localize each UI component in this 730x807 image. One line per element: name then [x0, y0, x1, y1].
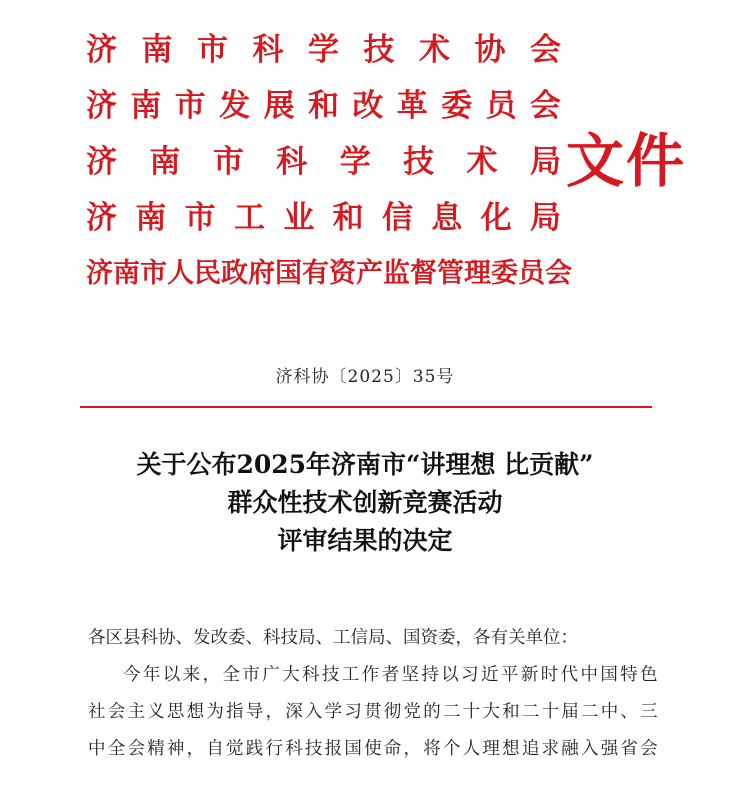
- red-separator-line: [80, 406, 652, 408]
- issuer-line-2: 济 南 市 发 展 和 改 革 委 员 会: [86, 88, 561, 124]
- title-line-1: 关于公布2025年济南市“讲理想 比贡献”: [136, 450, 594, 479]
- body-line-3: 中 全 会 精 神 ， 自 觉 践 行 科 技 报 国 使 命 ， 将 个 人 理 想 追 求 融 入 强 省 会: [88, 739, 658, 759]
- issuer-block: [86, 22, 572, 302]
- title-line-2: 群众性技术创新竞赛活动: [227, 488, 503, 517]
- body-line-2: 社 会 主 义 思 想 为 指 导 ， 深 入 学 习 贯 彻 党 的 二 十 大 和 二 十 届 二 中 、 三: [88, 702, 658, 722]
- title-line-3: 评审结果的决定: [277, 526, 453, 555]
- document-title: [40, 446, 690, 560]
- issuer-line-3: 济 南 市 科 学 技 术 局: [86, 144, 561, 180]
- issuer-line-1: 济 南 市 科 学 技 术 协 会: [86, 32, 561, 68]
- body-line-1: 今 年 以 来 ， 全 市 广 大 科 技 工 作 者 坚 持 以 习 近 平 新 时 代 中 国 特 色: [123, 665, 658, 685]
- document-body: [88, 620, 658, 768]
- salutation: 各区县科协、发改委、科技局、工信局、国资委，各有关单位：: [88, 628, 578, 648]
- document-type-label: 文件: [566, 127, 687, 195]
- document-number: 济科协〔2025〕35号: [275, 367, 455, 387]
- issuer-line-4: 济 南 市 工 业 和 信 息 化 局: [86, 200, 561, 236]
- issuer-line-5: 济 南 市 人 民 政 府 国 有 资 产 监 督 管 理 委 员 会: [86, 258, 572, 289]
